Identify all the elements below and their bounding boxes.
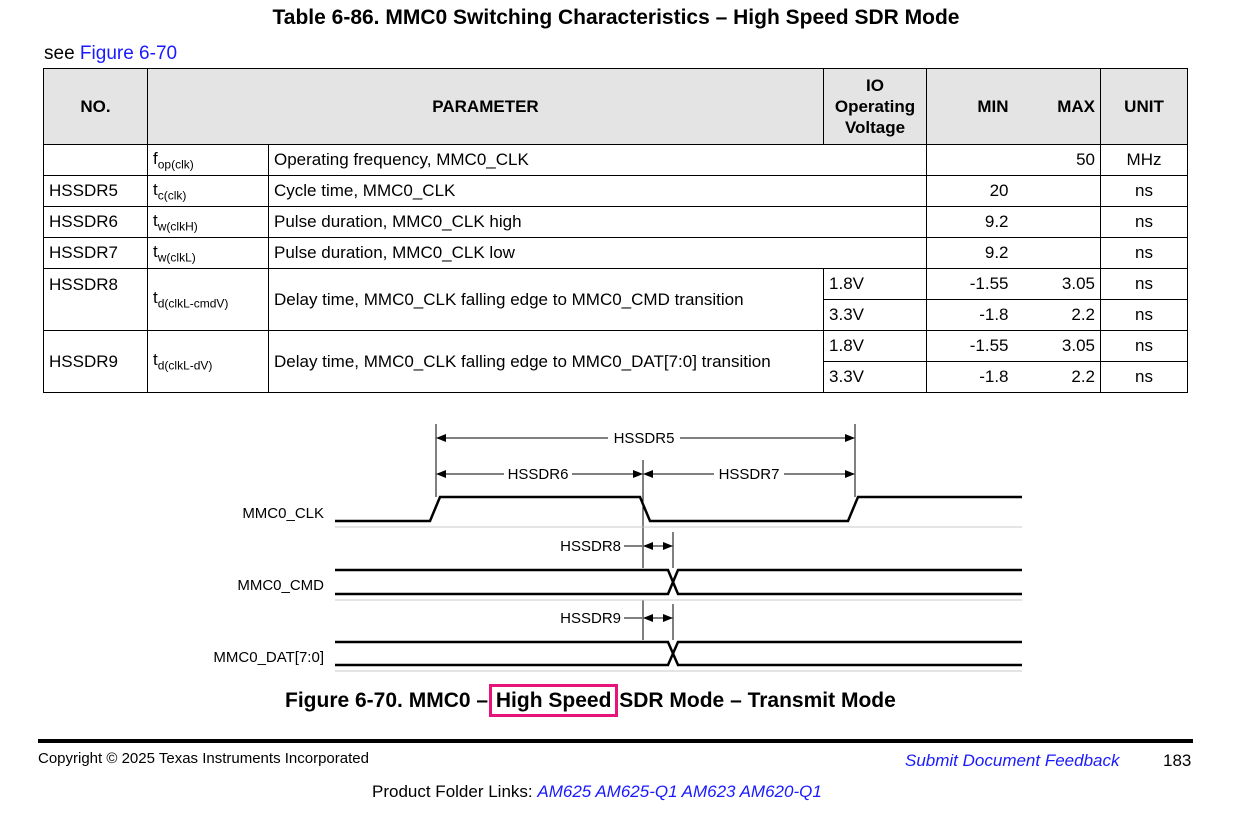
- figure-title-suffix: SDR Mode – Transmit Mode: [613, 689, 896, 712]
- figure-link[interactable]: Figure 6-70: [79, 43, 178, 64]
- row-unit: ns: [1101, 300, 1188, 331]
- row-symbol: $t_{w(clkH)}$: [148, 207, 269, 238]
- row-unit: MHz: [1101, 145, 1188, 176]
- row-symbol: $f_{op(clk)}$: [148, 145, 269, 176]
- row-min: -1.8: [927, 362, 1014, 393]
- hssdr7-label: HSSDR7: [718, 466, 780, 483]
- row-no: HSSDR6: [44, 207, 148, 238]
- row-max: 3.05: [1014, 331, 1101, 362]
- figure-title-highlight: High Speed: [495, 689, 612, 712]
- row-max: 50: [1014, 145, 1101, 176]
- figure-title: [285, 689, 896, 713]
- row-description: Operating frequency, MMC0_CLK: [269, 145, 927, 176]
- row-max: 3.05: [1014, 269, 1101, 300]
- row-unit: ns: [1101, 207, 1188, 238]
- hssdr5-label: HSSDR5: [613, 430, 675, 447]
- row-symbol: $t_{d(clkL-dV)}$: [148, 331, 269, 393]
- row-symbol: $t_{d(clkL-cmdV)}$: [148, 269, 269, 331]
- header-unit: UNIT: [1101, 69, 1188, 145]
- row-description: Cycle time, MMC0_CLK: [269, 176, 927, 207]
- see-prefix: see: [44, 43, 75, 64]
- page-number: 183: [1163, 751, 1192, 770]
- row-voltage: 1.8V: [824, 269, 927, 300]
- header-min: MIN: [927, 69, 1014, 145]
- row-description: Delay time, MMC0_CLK falling edge to MMC0_CMD transition: [269, 269, 824, 331]
- copyright: Copyright © 2025 Texas Instruments Incorporated: [38, 750, 369, 767]
- submit-feedback-link[interactable]: Submit Document Feedback: [905, 751, 1120, 770]
- dat-waveform-low: [335, 642, 1022, 665]
- hssdr6-label: HSSDR6: [507, 466, 569, 483]
- cmd-waveform-low: [335, 570, 1022, 594]
- row-min: -1.55: [927, 269, 1014, 300]
- table-title: Table 6-86. MMC0 Switching Characteristics – High Speed SDR Mode: [272, 6, 960, 29]
- row-max: 2.2: [1014, 300, 1101, 331]
- row-description: Pulse duration, MMC0_CLK high: [269, 207, 927, 238]
- row-voltage: 3.3V: [824, 362, 927, 393]
- product-folder-links: [372, 782, 822, 802]
- row-symbol: $t_{w(clkL)}$: [148, 238, 269, 269]
- header-io-line1: IO: [866, 76, 884, 95]
- header-parameter: PARAMETER: [148, 69, 824, 145]
- clk-waveform: [335, 497, 1022, 521]
- row-unit: ns: [1101, 238, 1188, 269]
- row-unit: ns: [1101, 362, 1188, 393]
- row-min: 9.2: [927, 238, 1014, 269]
- row-description: Delay time, MMC0_CLK falling edge to MMC0_DAT[7:0] transition: [269, 331, 824, 393]
- row-unit: ns: [1101, 331, 1188, 362]
- row-no: HSSDR7: [44, 238, 148, 269]
- header-no: NO.: [44, 69, 148, 145]
- folder-links[interactable]: AM625 AM625-Q1 AM623 AM620-Q1: [537, 782, 822, 801]
- row-voltage: 1.8V: [824, 331, 927, 362]
- header-io-line3: Voltage: [844, 118, 906, 137]
- row-min: 20: [927, 176, 1014, 207]
- row-symbol: $t_{c(clk)}$: [148, 176, 269, 207]
- row-min: -1.55: [927, 331, 1014, 362]
- row-no: HSSDR5: [44, 176, 148, 207]
- footer-rule: [38, 739, 1193, 743]
- figure-title-prefix: Figure 6-70. MMC0 –: [285, 689, 494, 712]
- row-description: Pulse duration, MMC0_CLK low: [269, 238, 927, 269]
- header-max: MAX: [1014, 69, 1101, 145]
- row-no: HSSDR8: [44, 269, 148, 331]
- row-voltage: 3.3V: [824, 300, 927, 331]
- clk-signal-label: MMC0_CLK: [242, 505, 324, 522]
- cmd-signal-label: MMC0_CMD: [237, 577, 324, 594]
- hssdr9-label: HSSDR9: [560, 610, 621, 627]
- row-min: -1.8: [927, 300, 1014, 331]
- cmd-waveform-high: [335, 570, 1022, 594]
- row-unit: ns: [1101, 176, 1188, 207]
- hssdr8-label: HSSDR8: [560, 538, 621, 555]
- row-unit: ns: [1101, 269, 1188, 300]
- row-min: 9.2: [927, 207, 1014, 238]
- dat-signal-label: MMC0_DAT[7:0]: [213, 649, 324, 666]
- row-max: 2.2: [1014, 362, 1101, 393]
- header-io-line2: Operating: [834, 97, 916, 116]
- folder-prefix: Product Folder Links:: [372, 782, 533, 801]
- dat-waveform-high: [335, 642, 1022, 665]
- row-no: HSSDR9: [44, 331, 148, 393]
